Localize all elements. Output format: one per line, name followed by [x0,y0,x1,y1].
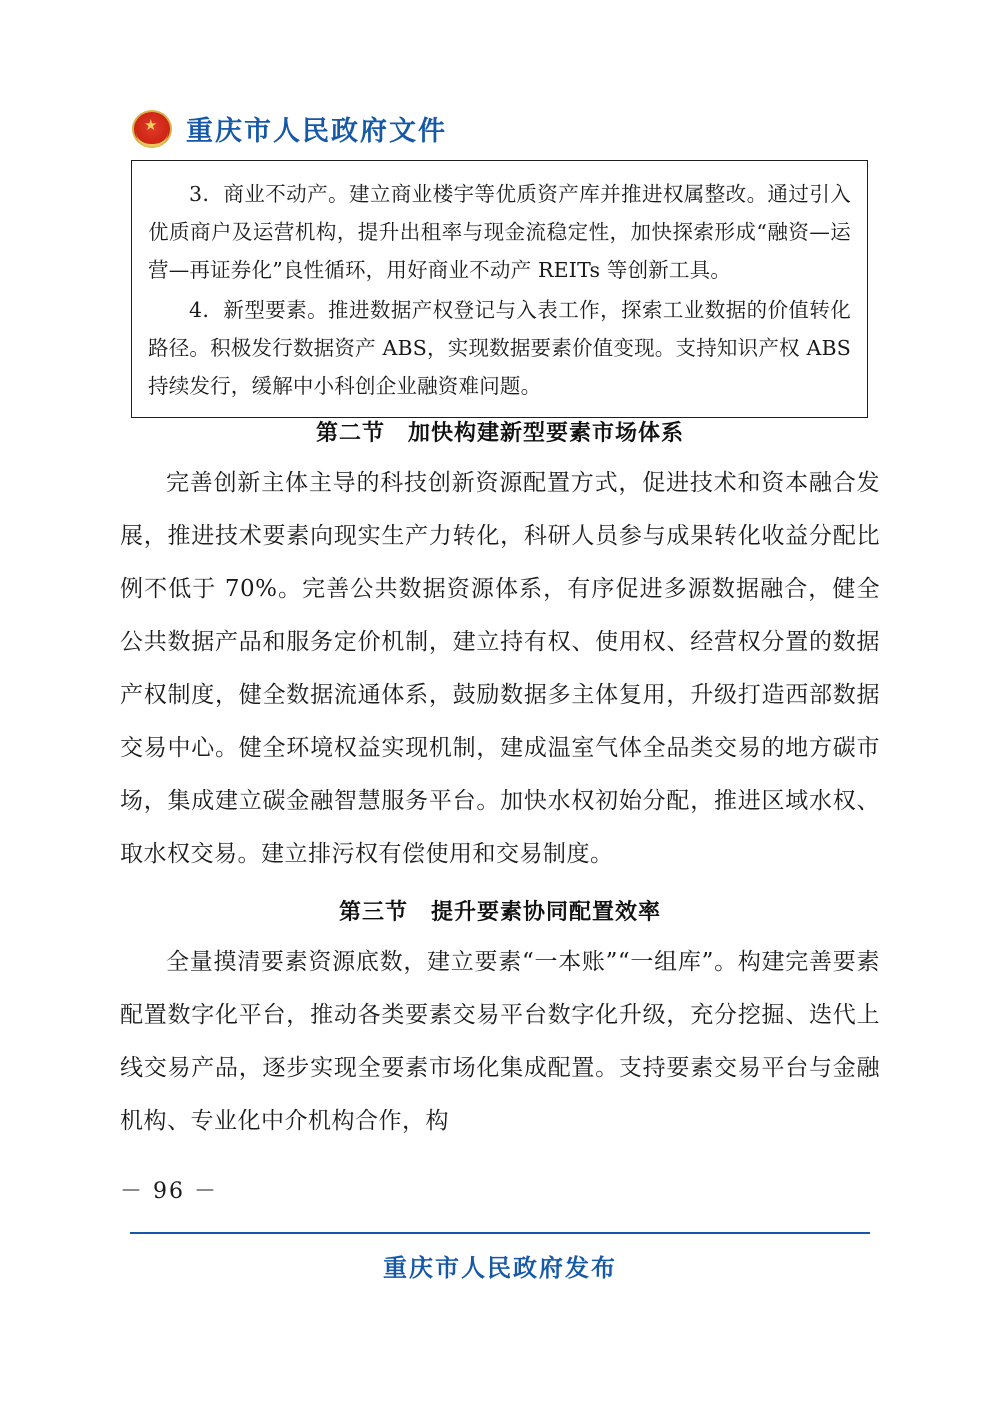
section-heading-3: 第三节 提升要素协同配置效率 [338,900,661,925]
footer-divider [130,1232,870,1234]
page-number: － 96 － [120,1179,218,1204]
section-paragraph-2: 完善创新主体主导的科技创新资源配置方式，促进技术和资本融合发展，推进技术要素向现实生产力转化，科研人员参与成果转化收益分配比例不低于 70%。完善公共数据资源体系，有序促进多源数据融合，健全公共数据产品和服务定价机制，建立持有权、使用权、经营权分置的数据产权制度，健全数据流通体系，鼓励数据多主体复用，升级打造西部数据交易中心。健全环境权益实现机制，建成温室气体全品类交易的地方碳市场，集成建立碳金融智慧服务平台。加快水权初始分配，推进区域水权、取水权交易。建立排污权有偿使用和交易制度。 [120,470,880,867]
boxed-paragraph-1: 3．商业不动产。建立商业楼宇等优质资产库并推进权属整改。通过引入优质商户及运营机构，提升出租率与现金流稳定性，加快探索形成“融资—运营—再证券化”良性循环，用好商业不动产 REITs 等创新工具。 [148,182,851,282]
header-title: 重庆市人民政府文件 [186,115,447,147]
footer-publisher: 重庆市人民政府发布 [383,1254,617,1282]
national-emblem-icon: ★ [130,106,174,150]
section-paragraph-3: 全量摸清要素资源底数，建立要素“一本账”“一组库”。构建完善要素配置数字化平台，推动各类要素交易平台数字化升级，充分挖掘、迭代上线交易产品，逐步实现全要素市场化集成配置。支持要素交易平台与金融机构、专业化中介机构合作，构 [120,949,880,1134]
boxed-text-block [131,160,868,418]
boxed-paragraph-2: 4．新型要素。推进数据产权登记与入表工作，探索工业数据的价值转化路径。积极发行数据资产 ABS，实现数据要素价值变现。支持知识产权 ABS 持续发行，缓解中小科创企业融资难问题。 [148,298,851,398]
section-heading-2: 第二节 加快构建新型要素市场体系 [315,421,684,446]
document-header [130,100,870,156]
document-body [120,402,880,1152]
